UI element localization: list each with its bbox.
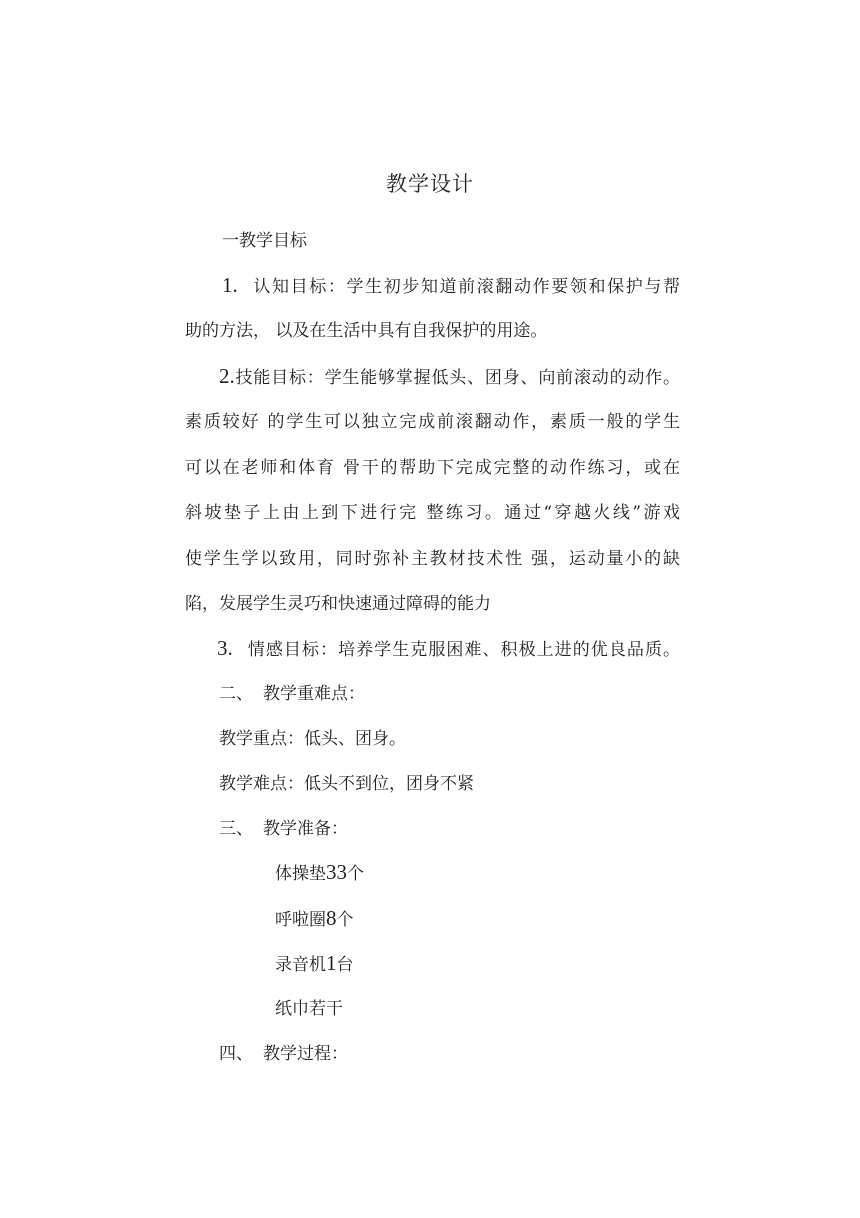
material-item bbox=[275, 951, 770, 977]
objective-2-text: 技能目标：学生能够掌握低头、团身、向前滚动的动作。 bbox=[234, 368, 680, 388]
material-qty: 1 bbox=[326, 951, 337, 975]
material-name: 体操垫 bbox=[275, 864, 326, 884]
objective-2-line-6: 陷，发展学生灵巧和快速通过障碍的能力 bbox=[185, 594, 491, 614]
objective-3-number: 3. bbox=[217, 636, 233, 660]
material-name: 呼啦圈 bbox=[275, 910, 326, 930]
material-qty: 8 bbox=[326, 906, 337, 930]
section-3-heading bbox=[219, 817, 714, 841]
material-item bbox=[275, 997, 770, 1021]
material-item bbox=[275, 906, 770, 932]
material-unit: 台 bbox=[336, 955, 354, 975]
objective-2-line-4: 斜坡垫子上由上到下进行完 整练习。通过“穿越火线”游戏 bbox=[185, 503, 680, 523]
objective-1-text: 认知目标：学生初步知道前滚翻动作要领和保护与帮 bbox=[251, 277, 680, 297]
section-2-title: 教学重难点： bbox=[263, 684, 365, 704]
objective-2-line-1 bbox=[219, 364, 680, 390]
section-1-heading: 一教学目标 bbox=[222, 231, 307, 251]
teaching-difficult-point: 教学难点：低头不到位，团身不紧 bbox=[219, 774, 474, 794]
objective-1-line-1 bbox=[222, 273, 680, 299]
objective-2-line-3: 可以在老师和体育 骨干的帮助下完成完整的动作练习，或在 bbox=[185, 458, 680, 478]
teaching-key-point: 教学重点：低头、团身。 bbox=[219, 729, 406, 749]
material-name: 纸巾若干 bbox=[275, 999, 343, 1019]
material-name: 录音机 bbox=[275, 955, 326, 975]
objective-2-line-2: 素质较好 的学生可以独立完成前滚翻动作，素质一般的学生 bbox=[185, 412, 680, 432]
material-unit: 个 bbox=[347, 864, 364, 884]
objective-3-line bbox=[217, 636, 680, 662]
objective-1-number: 1. bbox=[222, 273, 238, 297]
section-2-heading bbox=[219, 682, 714, 706]
material-unit: 个 bbox=[336, 910, 354, 930]
section-3-title: 教学准备： bbox=[263, 819, 348, 839]
objective-3-text: 情感目标：培养学生克服困难、积极上进的优良品质。 bbox=[246, 640, 680, 660]
objective-1-line-2: 助的方法， 以及在生活中具有自我保护的用途。 bbox=[185, 321, 548, 341]
section-4-heading bbox=[219, 1042, 714, 1066]
section-3-marker: 三、 bbox=[219, 819, 253, 839]
material-item bbox=[275, 860, 770, 886]
section-4-title: 教学过程： bbox=[263, 1044, 348, 1064]
material-qty: 33 bbox=[326, 860, 347, 884]
section-2-marker: 二、 bbox=[219, 684, 253, 704]
page-title: 教学设计 bbox=[386, 172, 474, 196]
section-4-marker: 四、 bbox=[219, 1044, 253, 1064]
objective-2-number: 2. bbox=[219, 364, 235, 388]
objective-2-line-5: 使学生学以致用，同时弥补主教材技术性 强，运动量小的缺 bbox=[185, 549, 680, 569]
